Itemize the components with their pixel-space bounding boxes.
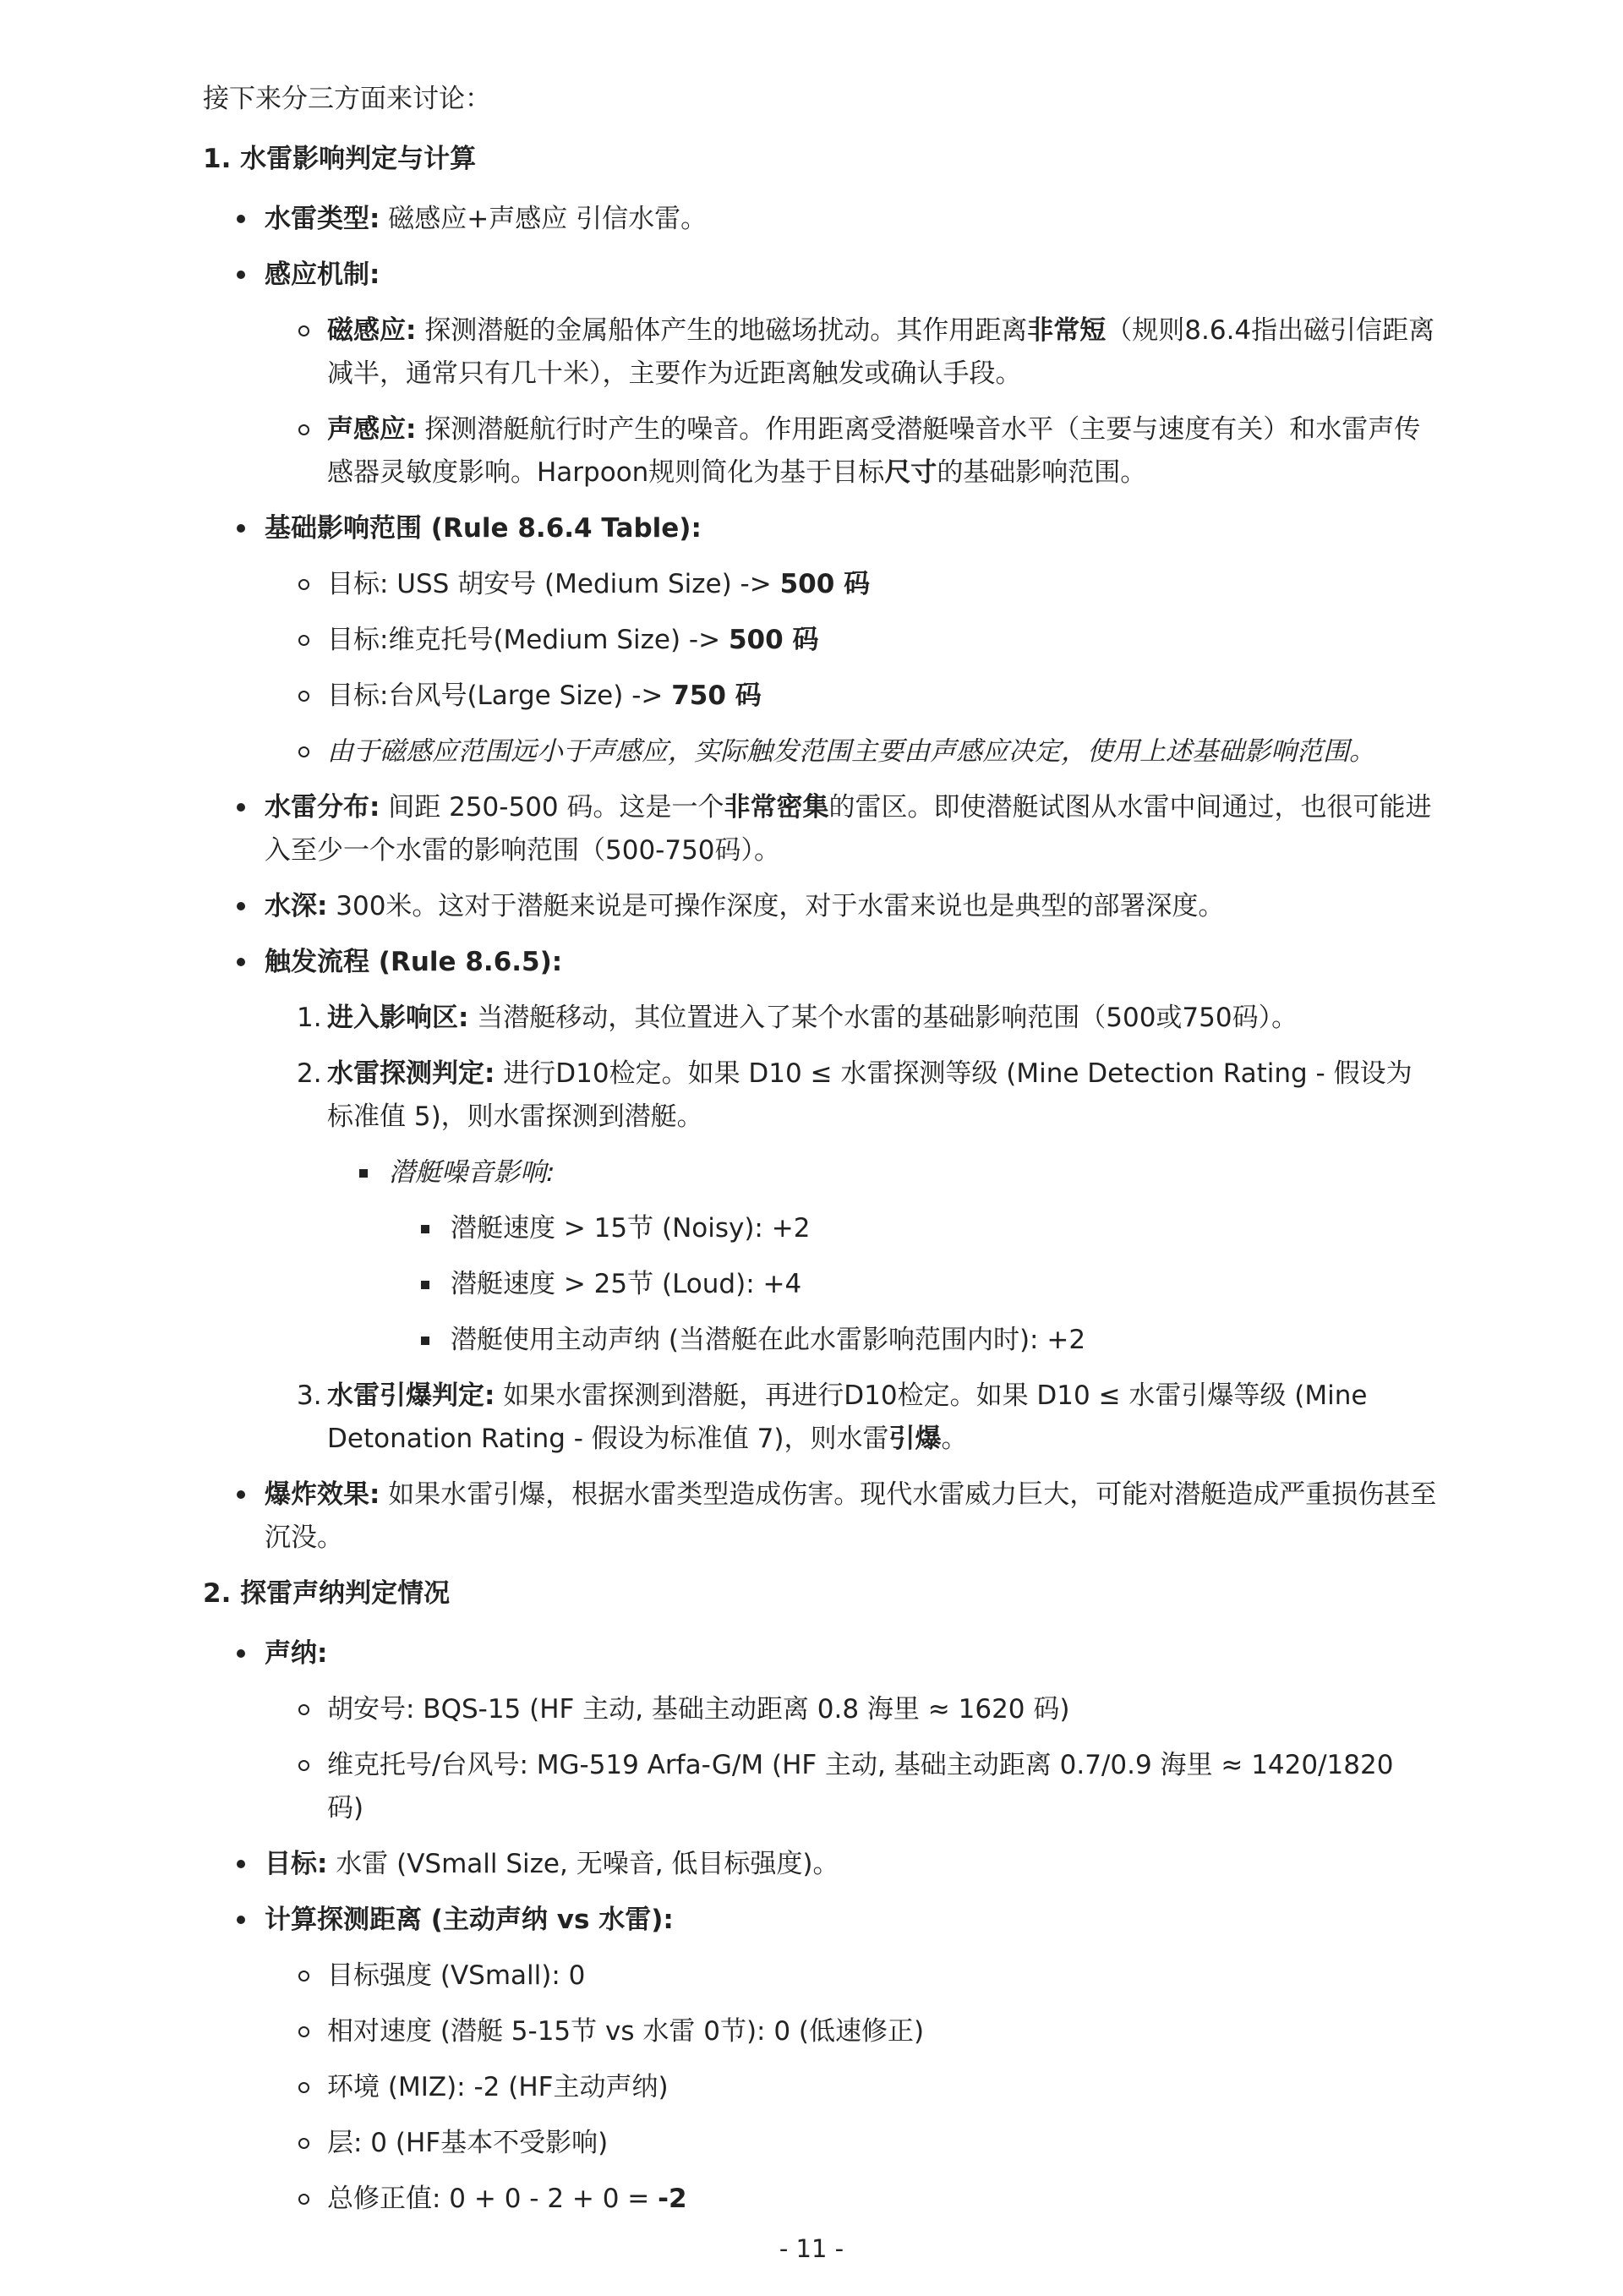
trigger-item: 触发流程 (Rule 8.6.5): 1. 进入影响区: 当潜艇移动，其位置进入了某个水雷的基础影响范围（500或750码）。 2. 水雷探测判定: 进行D10检定。如果 D10 ≤ 水雷探测等级 (Mine Detection Rating - 假设为标准值 5)，则水雷探测到潜艇。 潜艇噪音影响: 潜艇速度 > 15节 (Noisy): +2 潜艇速度 > 25节 (Loud): +4 潜艇使用主动声纳 (当潜艇在此水雷影响范围内时): +2 3. 水雷引爆判定: 如果水雷探测到潜艇，再进行D10检定。如果 D10 ≤ 水雷引爆等级 (Mine Detonation Rating - 假设为标准值 7)，则水雷引爆。 [265, 941, 1437, 1461]
range-note: 由于磁感应范围远小于声感应，实际触发范围主要由声感应决定，使用上述基础影响范围。 [327, 730, 1437, 774]
trigger-step-2: 2. 水雷探测判定: 进行D10检定。如果 D10 ≤ 水雷探测等级 (Mine Detection Rating - 假设为标准值 5)，则水雷探测到潜艇。 潜艇噪音影响: 潜艇速度 > 15节 (Noisy): +2 潜艇速度 > 25节 (Loud): +4 潜艇使用主动声纳 (当潜艇在此水雷影响范围内时): +2 [327, 1052, 1437, 1362]
distribution-item: 水雷分布: 间距 250-500 码。这是一个非常密集的雷区。即使潜艇试图从水雷中间通过，也很可能进入至少一个水雷的影响范围（500-750码）。 [265, 786, 1437, 872]
calc-relative-speed: 相对速度 (潜艇 5-15节 vs 水雷 0节): 0 (低速修正) [327, 2010, 1437, 2053]
calc-layer: 层: 0 (HF基本不受影响) [327, 2122, 1437, 2165]
intro-text: 接下来分三方面来讨论： [203, 84, 491, 114]
noise-item: 潜艇噪音影响: 潜艇速度 > 15节 (Noisy): +2 潜艇速度 > 25节 (Loud): +4 潜艇使用主动声纳 (当潜艇在此水雷影响范围内时): +2 [389, 1151, 1437, 1362]
calc-sublist [265, 1954, 1437, 2221]
base-range-item: 基础影响范围 (Rule 8.6.4 Table): 目标: USS 胡安号 (Medium Size) -> 500 码 目标:维克托号(Medium Size) -> 500 码 目标:台风号(Large Size) -> 750 码 由于磁感应范围远小于声感应，实际触发范围主要由声感应决定，使用上述基础影响范围。 [265, 507, 1437, 774]
effect-item: 爆炸效果: 如果水雷引爆，根据水雷类型造成伤害。现代水雷威力巨大，可能对潜艇造成严重损伤甚至沉没。 [265, 1473, 1437, 1560]
sonar-victor-typhoon: 维克托号/台风号: MG-519 Arfa-G/M (HF 主动, 基础主动距离 0.7/0.9 海里 ≈ 1420/1820 码) [327, 1744, 1437, 1830]
section-2-title: 2. 探雷声纳判定情况 [203, 1578, 451, 1609]
document-page [203, 78, 1437, 2233]
range-target-victor: 目标:维克托号(Medium Size) -> 500 码 [327, 619, 1437, 662]
section-1-list [203, 198, 1437, 1560]
acoustic-item: 声感应: 探测潜艇航行时产生的噪音。作用距离受潜艇噪音水平（主要与速度有关）和水雷声传感器灵敏度影响。Harpoon规则简化为基于目标尺寸的基础影响范围。 [327, 408, 1437, 495]
mine-type-item: 水雷类型: 磁感应+声感应 引信水雷。 [265, 198, 1437, 241]
noise-modifier: 潜艇速度 > 25节 (Loud): +4 [451, 1263, 1437, 1306]
noise-modifier: 潜艇使用主动声纳 (当潜艇在此水雷影响范围内时): +2 [451, 1319, 1437, 1362]
range-target-juan: 目标: USS 胡安号 (Medium Size) -> 500 码 [327, 563, 1437, 606]
mechanism-item: 感应机制: 磁感应: 探测潜艇的金属船体产生的地磁场扰动。其作用距离非常短（规则8.6.4指出磁引信距离减半，通常只有几十米），主要作为近距离触发或确认手段。 声感应: 探测潜艇航行时产生的噪音。作用距离受潜艇噪音水平（主要与速度有关）和水雷声传感器灵敏度影响。Harpoon规则简化为基于目标尺寸的基础影响范围。 [265, 254, 1437, 495]
sonar-item: 声纳: 胡安号: BQS-15 (HF 主动, 基础主动距离 0.8 海里 ≈ 1620 码) 维克托号/台风号: MG-519 Arfa-G/M (HF 主动, 基础主动距离 0.7/0.9 海里 ≈ 1420/1820 码) [265, 1632, 1437, 1830]
calc-total: 总修正值: 0 + 0 - 2 + 0 = -2 [327, 2178, 1437, 2221]
noise-modifier: 潜艇速度 > 15节 (Noisy): +2 [451, 1207, 1437, 1250]
section-2-list [203, 1632, 1437, 2221]
base-range-sublist [265, 563, 1437, 774]
depth-item: 水深: 300米。这对于潜艇来说是可操作深度，对于水雷来说也是典型的部署深度。 [265, 885, 1437, 928]
target-item: 目标: 水雷 (VSmall Size, 无噪音, 低目标强度)。 [265, 1843, 1437, 1886]
noise-list [327, 1151, 1437, 1362]
trigger-step-3: 3. 水雷引爆判定: 如果水雷探测到潜艇，再进行D10检定。如果 D10 ≤ 水雷引爆等级 (Mine Detonation Rating - 假设为标准值 7)，则水雷引爆。 [297, 1380, 1368, 1454]
range-target-typhoon: 目标:台风号(Large Size) -> 750 码 [327, 675, 1437, 718]
sonar-sublist [265, 1688, 1437, 1830]
calc-item: 计算探测距离 (主动声纳 vs 水雷): 目标强度 (VSmall): 0 相对速度 (潜艇 5-15节 vs 水雷 0节): 0 (低速修正) 环境 (MIZ): -2 (HF主动声纳) 层: 0 (HF基本不受影响) 总修正值: 0 + 0 - 2 + 0 = -2 [265, 1899, 1437, 2221]
trigger-steps [265, 997, 1437, 1461]
mechanism-sublist [265, 309, 1437, 495]
sonar-juan: 胡安号: BQS-15 (HF 主动, 基础主动距离 0.8 海里 ≈ 1620 码) [327, 1688, 1437, 1731]
calc-target-strength: 目标强度 (VSmall): 0 [327, 1954, 1437, 1998]
page-number: - 11 - [779, 2234, 844, 2263]
section-1-title: 1. 水雷影响判定与计算 [203, 144, 477, 174]
calc-environment: 环境 (MIZ): -2 (HF主动声纳) [327, 2066, 1437, 2109]
magnetic-item: 磁感应: 探测潜艇的金属船体产生的地磁场扰动。其作用距离非常短（规则8.6.4指出磁引信距离减半，通常只有几十米），主要作为近距离触发或确认手段。 [327, 309, 1437, 396]
noise-modifiers [389, 1207, 1437, 1362]
trigger-step-1: 1. 进入影响区: 当潜艇移动，其位置进入了某个水雷的基础影响范围（500或750码）。 [297, 1003, 1298, 1033]
